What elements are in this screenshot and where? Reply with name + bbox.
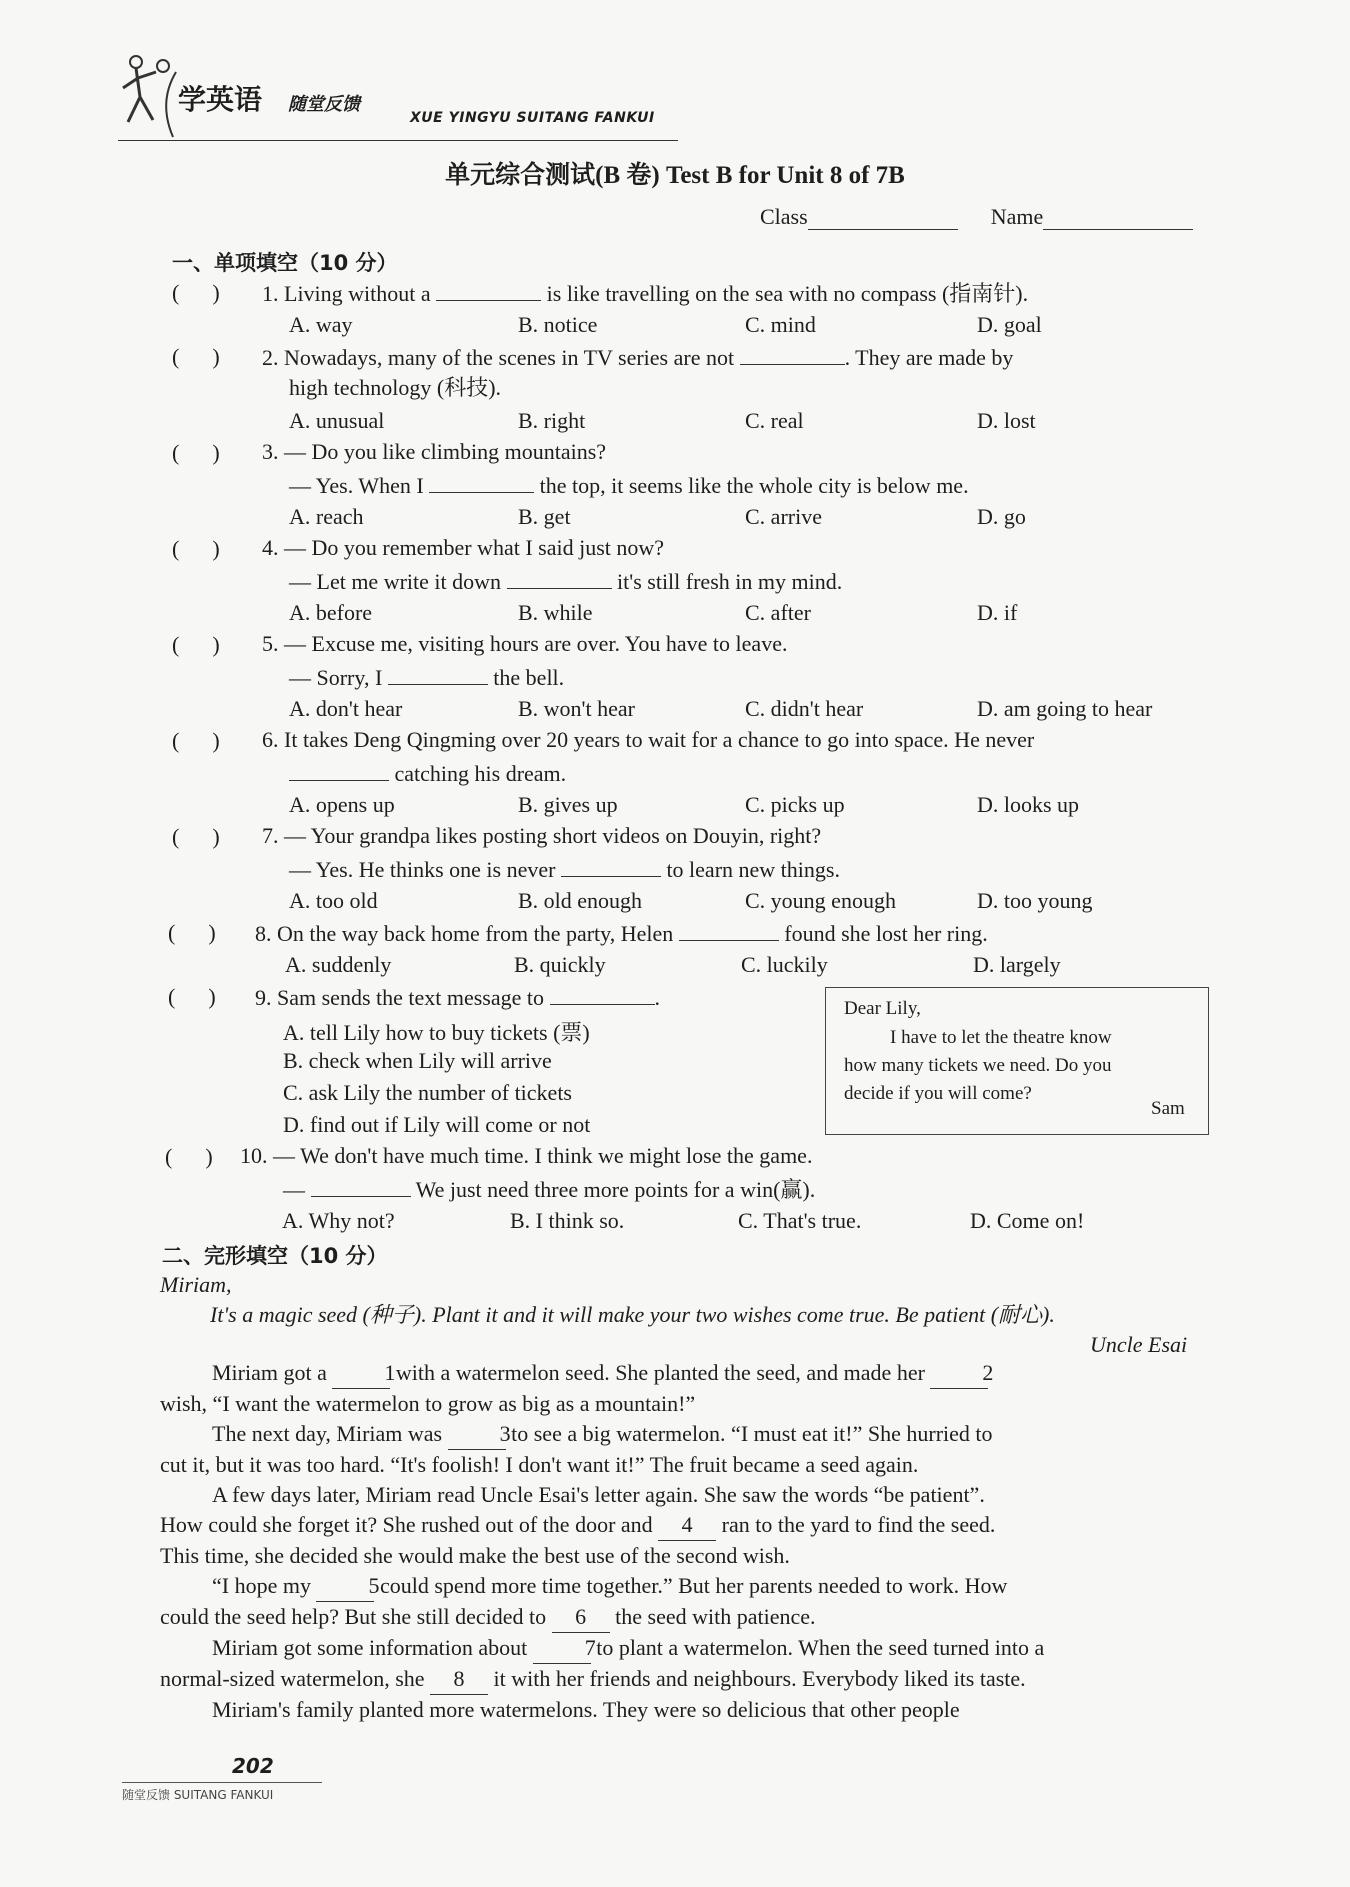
passage-text: “I hope my [212, 1573, 311, 1598]
question-5-response [289, 664, 564, 690]
question-3 [262, 440, 606, 464]
answer-blank [429, 472, 534, 493]
option-d: D. go [977, 504, 1026, 529]
question-6 [262, 728, 1034, 752]
option-b: B. notice [518, 312, 598, 337]
cloze-blank-7: 7 [533, 1633, 591, 1664]
option-c: C. didn't hear [745, 696, 864, 721]
cloze-blank-4: 4 [658, 1510, 716, 1541]
question-text: Nowadays, many of the scenes in TV series are not [284, 345, 735, 370]
passage-text: How could she forget it? She rushed out of the door and [160, 1512, 653, 1537]
passage-text: normal-sized watermelon, she [160, 1666, 425, 1691]
passage-text: could spend more time together.” But her parents needed to work. How [379, 1573, 1008, 1598]
paragraph-5 [160, 1633, 1220, 1664]
answer-bracket[interactable]: ( ) [172, 632, 220, 657]
option-b: B. I think so. [510, 1208, 625, 1233]
option-b: B. quickly [514, 952, 606, 977]
answer-blank [388, 664, 488, 685]
answer-bracket[interactable]: ( ) [168, 920, 216, 945]
answer-blank [311, 1176, 411, 1197]
cloze-blank-8: 8 [430, 1664, 488, 1695]
letter-recipient: Miriam, [160, 1272, 232, 1297]
question-number: 9. [255, 985, 272, 1010]
question-9 [255, 984, 660, 1010]
letter-body: It's a magic seed (种子). Plant it and it will make your two wishes come true. Be patient (耐心). [210, 1302, 1055, 1327]
option-c: C. luckily [741, 952, 828, 977]
text-message-note [825, 987, 1209, 1135]
question-text: — Excuse me, visiting hours are over. You have to leave. [284, 631, 788, 656]
option-b: B. gives up [518, 792, 618, 817]
question-number: 3. [262, 439, 279, 464]
question-7 [262, 824, 821, 848]
question-text: Sam sends the text message to [277, 985, 545, 1010]
option-b: B. while [518, 600, 593, 625]
question-text: to learn new things. [666, 857, 840, 882]
section-2-heading: 二、完形填空（10 分） [162, 1244, 388, 1268]
option-a: A. don't hear [289, 696, 403, 721]
passage-text: A few days later, Miriam read Uncle Esai's letter again. She saw the words “be patient”. [212, 1482, 985, 1507]
question-7-response [289, 856, 840, 882]
option-c: C. ask Lily the number of tickets [283, 1080, 572, 1105]
answer-blank [561, 856, 661, 877]
question-4-response [289, 568, 842, 594]
passage-text: cut it, but it was too hard. “It's foolish! I don't want it!” The fruit became a seed again. [160, 1452, 919, 1477]
option-b: B. old enough [518, 888, 643, 913]
question-text: It takes Deng Qingming over 20 years to wait for a chance to go into space. He never [284, 727, 1035, 752]
option-a: A. opens up [289, 792, 395, 817]
passage-text: the seed with patience. [615, 1604, 816, 1629]
option-b: B. get [518, 504, 571, 529]
option-a: A. unusual [289, 408, 385, 433]
paragraph-1 [160, 1358, 1220, 1389]
option-c: C. picks up [745, 792, 845, 817]
passage-text: it with her friends and neighbours. Everybody liked its taste. [493, 1666, 1026, 1691]
option-d: D. find out if Lily will come or not [283, 1112, 591, 1137]
cloze-blank-6: 6 [552, 1602, 610, 1633]
question-text: it's still fresh in my mind. [617, 569, 843, 594]
answer-blank [507, 568, 612, 589]
answer-bracket[interactable]: ( ) [165, 1144, 213, 1169]
passage-text: could the seed help? But she still decided to [160, 1604, 547, 1629]
logo-subtitle: 随堂反馈 [288, 94, 360, 115]
option-d: D. largely [973, 952, 1061, 977]
question-text: the top, it seems like the whole city is below me. [539, 473, 969, 498]
option-b: B. check when Lily will arrive [283, 1048, 552, 1073]
question-number: 6. [262, 727, 279, 752]
passage-text: Miriam got some information about [212, 1635, 528, 1660]
answer-bracket[interactable]: ( ) [172, 824, 220, 849]
option-c: C. mind [745, 312, 816, 337]
section-1-heading: 一、单项填空（10 分） [172, 251, 398, 275]
passage-text: with a watermelon seed. She planted the seed, and made her [395, 1360, 925, 1385]
answer-blank [289, 760, 389, 781]
question-number: 2. [262, 345, 279, 370]
question-6-continued [289, 760, 566, 786]
logo-title: 学英语 [178, 83, 263, 116]
question-text: . [654, 985, 661, 1010]
answer-blank [740, 344, 845, 365]
logo-english: XUE YINGYU SUITANG FANKUI [410, 110, 655, 126]
option-c: C. after [745, 600, 811, 625]
option-c: C. young enough [745, 888, 896, 913]
paragraph-4 [160, 1571, 1220, 1602]
question-text: — Yes. When I [289, 473, 424, 498]
note-signature: Sam [1151, 1098, 1185, 1119]
option-d: D. Come on! [970, 1208, 1085, 1233]
page-number: 202 [232, 1754, 274, 1778]
option-d: D. lost [977, 408, 1036, 433]
passage-text: ran to the yard to find the seed. [721, 1512, 996, 1537]
question-text: catching his dream. [394, 761, 567, 786]
passage-text: to see a big watermelon. “I must eat it!” She hurried to [511, 1421, 993, 1446]
note-line: how many tickets we need. Do you [844, 1055, 1112, 1076]
answer-bracket[interactable]: ( ) [168, 984, 216, 1009]
question-number: 10. [240, 1143, 268, 1168]
option-a: A. reach [289, 504, 364, 529]
cloze-blank-1: 1 [332, 1358, 390, 1389]
question-4 [262, 536, 664, 560]
option-d: D. looks up [977, 792, 1080, 817]
option-c: C. real [745, 408, 804, 433]
option-a: A. suddenly [285, 952, 392, 977]
option-b: B. right [518, 408, 586, 433]
question-number: 4. [262, 535, 279, 560]
option-d: D. too young [977, 888, 1093, 913]
option-c: C. arrive [745, 504, 822, 529]
paragraph-3 [160, 1510, 1220, 1541]
answer-blank [436, 280, 541, 301]
option-d: D. if [977, 600, 1018, 625]
passage-text: Miriam's family planted more watermelons. They were so delicious that other people [212, 1697, 960, 1722]
option-a: A. too old [289, 888, 378, 913]
name-blank[interactable] [1043, 207, 1193, 230]
footer-divider [122, 1782, 322, 1783]
question-text: — Sorry, I [289, 665, 383, 690]
class-name-fields [760, 204, 1193, 230]
question-text: — Your grandpa likes posting short videos on Douyin, right? [284, 823, 822, 848]
answer-bracket[interactable]: ( ) [172, 344, 220, 369]
question-number: 7. [262, 823, 279, 848]
cloze-blank-2: 2 [930, 1358, 988, 1389]
passage-text: The next day, Miriam was [212, 1421, 443, 1446]
question-text: found she lost her ring. [784, 921, 988, 946]
class-blank[interactable] [808, 207, 958, 230]
passage-text: This time, she decided she would make the best use of the second wish. [160, 1543, 790, 1568]
question-text: — Let me write it down [289, 569, 502, 594]
page-footer [122, 1752, 422, 1812]
passage-text: to plant a watermelon. When the seed turned into a [596, 1635, 1045, 1660]
question-1 [262, 280, 1028, 306]
note-greeting: Dear Lily, [844, 998, 921, 1019]
answer-bracket[interactable]: ( ) [172, 280, 220, 305]
question-number: 1. [262, 281, 279, 306]
note-line: I have to let the theatre know [890, 1027, 1112, 1048]
question-text: — We don't have much time. I think we might lose the game. [273, 1143, 813, 1168]
question-text: . They are made by [844, 345, 1014, 370]
paragraph-5-continued [160, 1664, 1220, 1695]
question-text: — Do you remember what I said just now? [284, 535, 665, 560]
answer-bracket[interactable]: ( ) [172, 536, 220, 561]
question-text: is like travelling on the sea with no compass (指南针). [546, 281, 1029, 306]
answer-bracket[interactable]: ( ) [172, 728, 220, 753]
cloze-blank-3: 3 [448, 1419, 506, 1450]
option-b: B. won't hear [518, 696, 635, 721]
answer-blank [679, 920, 779, 941]
question-10-response [283, 1176, 815, 1202]
passage-text: wish, “I want the watermelon to grow as big as a mountain!” [160, 1391, 696, 1416]
question-text: We just need three more points for a win(赢). [415, 1177, 816, 1202]
cloze-blank-5: 5 [316, 1571, 374, 1602]
option-a: A. before [289, 600, 373, 625]
runner-icon [118, 52, 178, 142]
footer-brand: 随堂反馈 SUITANG FANKUI [122, 1788, 274, 1802]
paragraph-2 [160, 1419, 1220, 1450]
header-divider [118, 140, 678, 141]
cloze-passage [160, 1358, 1220, 1725]
question-text: — Yes. He thinks one is never [289, 857, 556, 882]
question-number: 5. [262, 631, 279, 656]
question-3-response [289, 472, 969, 498]
question-2 [262, 344, 1013, 370]
header-logo [118, 48, 678, 148]
answer-bracket[interactable]: ( ) [172, 440, 220, 465]
question-text: Living without a [284, 281, 431, 306]
option-d: D. am going to hear [977, 696, 1153, 721]
page-title: 单元综合测试(B 卷) Test B for Unit 8 of 7B [445, 162, 905, 189]
class-label: Class [760, 204, 808, 229]
option-a: A. way [289, 312, 353, 337]
question-text: — [283, 1177, 305, 1202]
name-label: Name [990, 204, 1044, 229]
question-8 [255, 920, 988, 946]
option-d: D. goal [977, 312, 1042, 337]
question-text: the bell. [493, 665, 565, 690]
option-a: A. Why not? [282, 1208, 395, 1233]
question-number: 8. [255, 921, 272, 946]
question-text: On the way back home from the party, Helen [277, 921, 674, 946]
paragraph-4-continued [160, 1602, 1220, 1633]
note-line: decide if you will come? [844, 1083, 1032, 1104]
letter-sender: Uncle Esai [1090, 1332, 1188, 1357]
option-c: C. That's true. [738, 1208, 862, 1233]
question-text-continued: high technology (科技). [289, 375, 502, 400]
question-text: — Do you like climbing mountains? [284, 439, 607, 464]
passage-text: Miriam got a [212, 1360, 327, 1385]
option-a: A. tell Lily how to buy tickets (票) [283, 1020, 590, 1045]
question-10 [240, 1144, 812, 1168]
answer-blank [550, 984, 655, 1005]
question-5 [262, 632, 787, 656]
